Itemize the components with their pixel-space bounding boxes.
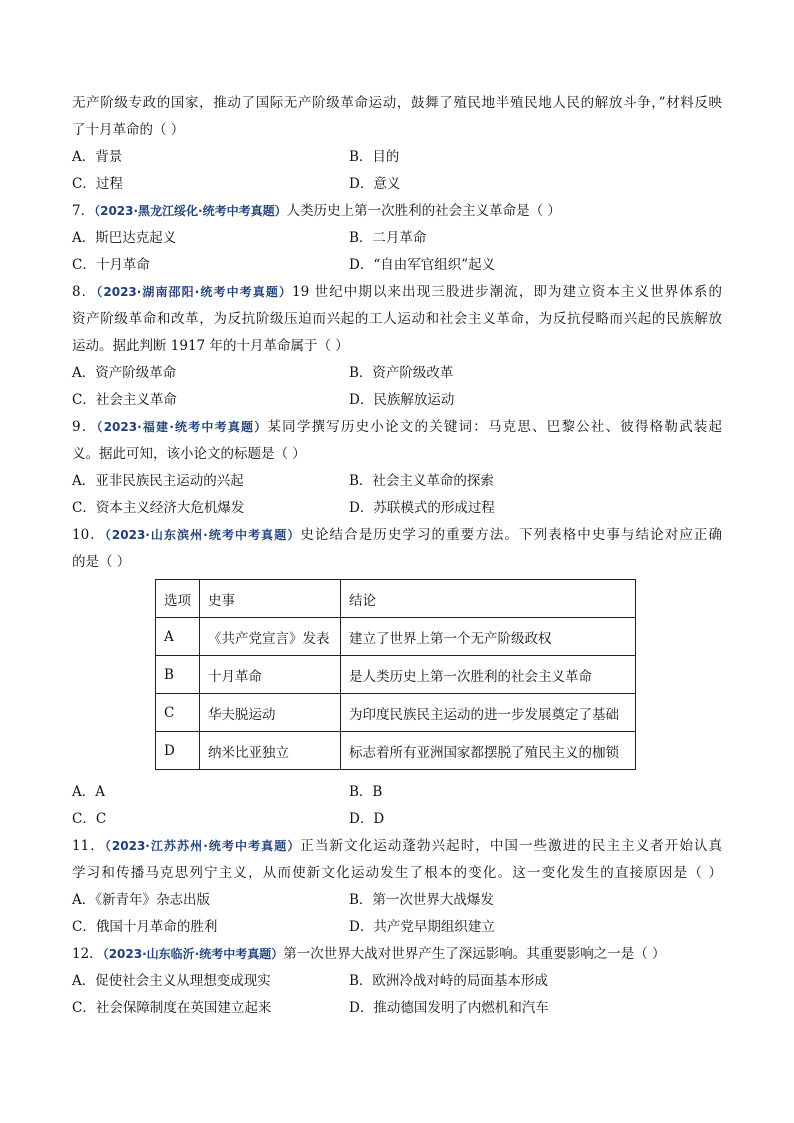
- question-source: （2023·山东临沂·统考中考真题）: [102, 947, 284, 961]
- q12-options-row-1: [72, 968, 722, 995]
- question-source: （2023·江苏苏州·统考中考真题）: [104, 839, 301, 853]
- q7-options-row-1: [72, 225, 722, 252]
- question-stem-line-2: 的是（ ）: [72, 554, 131, 570]
- table-cell: 是人类历史上第一次胜利的社会主义革命: [341, 656, 636, 694]
- question-number: 8．: [72, 284, 97, 300]
- question-stem-line-1: 19 世纪中期以来出现三股进步潮流，即为建立资本主义世界体系的: [292, 284, 723, 300]
- q10-options-row-1: [72, 779, 722, 806]
- q8-options-row-1: [72, 360, 722, 387]
- question-source: （2023·山东滨州·统考中考真题）: [104, 528, 301, 542]
- q6-options-row-2: [72, 171, 722, 198]
- q9-options-row-2: [72, 495, 722, 522]
- q12-option-a[interactable]: A．促使社会主义从理想变成现实: [72, 973, 271, 989]
- table-cell: 为印度民族民主运动的进一步发展奠定了基础: [341, 694, 636, 732]
- question-number: 10．: [72, 527, 105, 543]
- question-12: [72, 941, 722, 968]
- q8-option-c[interactable]: C．社会主义革命: [72, 392, 177, 408]
- question-stem-line-2: 义。据此可知，该小论文的标题是（ ）: [72, 446, 306, 462]
- q8-option-a[interactable]: A．资产阶级革命: [72, 365, 177, 381]
- q11-option-a[interactable]: A．《新青年》杂志出版: [72, 892, 210, 908]
- question-stem-line-2: 学习和传播马克思列宁主义，从而使新文化运动发生了根本的变化。这一变化发生的直接原因是（ ）: [72, 865, 722, 881]
- intro-line-1: 无产阶级专政的国家，推动了国际无产阶级革命运动，鼓舞了殖民地半殖民地人民的解放斗争，”材料反映: [72, 95, 722, 111]
- q7-option-c[interactable]: C．十月革命: [72, 257, 150, 273]
- q9-option-b[interactable]: B．社会主义革命的探索: [349, 473, 494, 489]
- table-cell: 《共产党宣言》发表: [200, 618, 341, 656]
- q6-options-row-1: [72, 144, 722, 171]
- question-source: （2023·湖南邵阳·统考中考真题）: [96, 285, 293, 299]
- question-10: [72, 522, 722, 549]
- question-stem-line-1: 正当新文化运动蓬勃兴起时，中国一些激进的民主主义者开始认真: [300, 838, 722, 854]
- q12-option-c[interactable]: C．社会保障制度在英国建立起来: [72, 1000, 272, 1016]
- table-cell: 纳米比亚独立: [200, 732, 341, 770]
- q6-option-b[interactable]: B．目的: [349, 149, 400, 165]
- question-stem: 第一次世界大战对世界产生了深远影响。其重要影响之一是（ ）: [283, 946, 666, 962]
- q11-options-row-2: [72, 914, 722, 941]
- q7-options-row-2: [72, 252, 722, 279]
- table-cell: 十月革命: [200, 656, 341, 694]
- question-stem-line-1: 史论结合是历史学习的重要方法。下列表格中史事与结论对应正确: [300, 527, 722, 543]
- q10-option-b[interactable]: B．B: [349, 784, 383, 800]
- question-source: （2023·福建·统考中考真题）: [96, 420, 268, 434]
- q10-option-c[interactable]: C．C: [72, 811, 107, 827]
- table-row: [156, 732, 636, 770]
- table-cell: D: [156, 732, 200, 770]
- q6-option-c[interactable]: C．过程: [72, 176, 123, 192]
- question-stem-line-3: 运动。据此判断 1917 年的十月革命属于（ ）: [72, 338, 349, 354]
- table-row: [156, 694, 636, 732]
- question-number: 11．: [72, 838, 105, 854]
- question-9: [72, 414, 722, 441]
- question-8: [72, 279, 722, 306]
- q12-options-row-2: [72, 995, 722, 1022]
- intro-line-2: 了十月革命的（ ）: [72, 122, 185, 138]
- q10-table: [155, 579, 636, 770]
- q8-option-b[interactable]: B．资产阶级改革: [349, 365, 454, 381]
- q11-option-b[interactable]: B．第一次世界大战爆发: [349, 892, 494, 908]
- question-number: 9．: [72, 419, 97, 435]
- table-cell: 建立了世界上第一个无产阶级政权: [341, 618, 636, 656]
- q11-option-c[interactable]: C．俄国十月革命的胜利: [72, 919, 218, 935]
- table-cell: 标志着所有亚洲国家都摆脱了殖民主义的枷锁: [341, 732, 636, 770]
- q10-option-a[interactable]: A．A: [72, 784, 105, 800]
- question-7: [72, 198, 722, 225]
- q12-option-b[interactable]: B．欧洲冷战对峙的局面基本形成: [349, 973, 548, 989]
- table-header-row: [156, 580, 636, 618]
- question-stem: 人类历史上第一次胜利的社会主义革命是（ ）: [286, 203, 561, 219]
- question-source: （2023·黑龙江绥化·统考中考真题）: [94, 204, 287, 218]
- q11-option-d[interactable]: D．共产党早期组织建立: [349, 919, 495, 935]
- q7-option-a[interactable]: A．斯巴达克起义: [72, 230, 177, 246]
- question-stem-line-1: 某同学撰写历史小论文的关键词：马克思、巴黎公社、彼得格勒武装起: [267, 419, 722, 435]
- q6-option-d[interactable]: D．意义: [349, 176, 401, 192]
- q8-options-row-2: [72, 387, 722, 414]
- question-stem-line-2: 资产阶级革命和改革，为反抗阶级压迫而兴起的工人运动和社会主义革命，为反抗侵略而兴起的民族解放: [72, 311, 722, 327]
- q6-option-a[interactable]: A．背景: [72, 149, 123, 165]
- q9-option-c[interactable]: C．资本主义经济大危机爆发: [72, 500, 245, 516]
- exam-page: [72, 90, 722, 1022]
- table-row: [156, 618, 636, 656]
- q10-options-row-2: [72, 806, 722, 833]
- table-cell: C: [156, 694, 200, 732]
- table-cell: 华夫脱运动: [200, 694, 341, 732]
- table-header-cell: 史事: [200, 580, 341, 618]
- table-cell: A: [156, 618, 200, 656]
- q10-option-d[interactable]: D．D: [349, 811, 385, 827]
- question-11: [72, 833, 722, 860]
- q8-option-d[interactable]: D．民族解放运动: [349, 392, 455, 408]
- table-header-cell: 选项: [156, 580, 200, 618]
- q10-table-wrapper: [72, 579, 722, 779]
- question-number: 7．: [72, 203, 95, 219]
- q9-options-row-1: [72, 468, 722, 495]
- q12-option-d[interactable]: D．推动德国发明了内燃机和汽车: [349, 1000, 549, 1016]
- table-row: [156, 656, 636, 694]
- question-number: 12．: [72, 946, 103, 962]
- q9-option-a[interactable]: A．亚非民族民主运动的兴起: [72, 473, 244, 489]
- q9-option-d[interactable]: D．苏联模式的形成过程: [349, 500, 495, 516]
- q7-option-b[interactable]: B．二月革命: [349, 230, 427, 246]
- q7-option-d[interactable]: D．“自由军官组织”起义: [349, 257, 496, 273]
- table-header-cell: 结论: [341, 580, 636, 618]
- table-cell: B: [156, 656, 200, 694]
- q11-options-row-1: [72, 887, 722, 914]
